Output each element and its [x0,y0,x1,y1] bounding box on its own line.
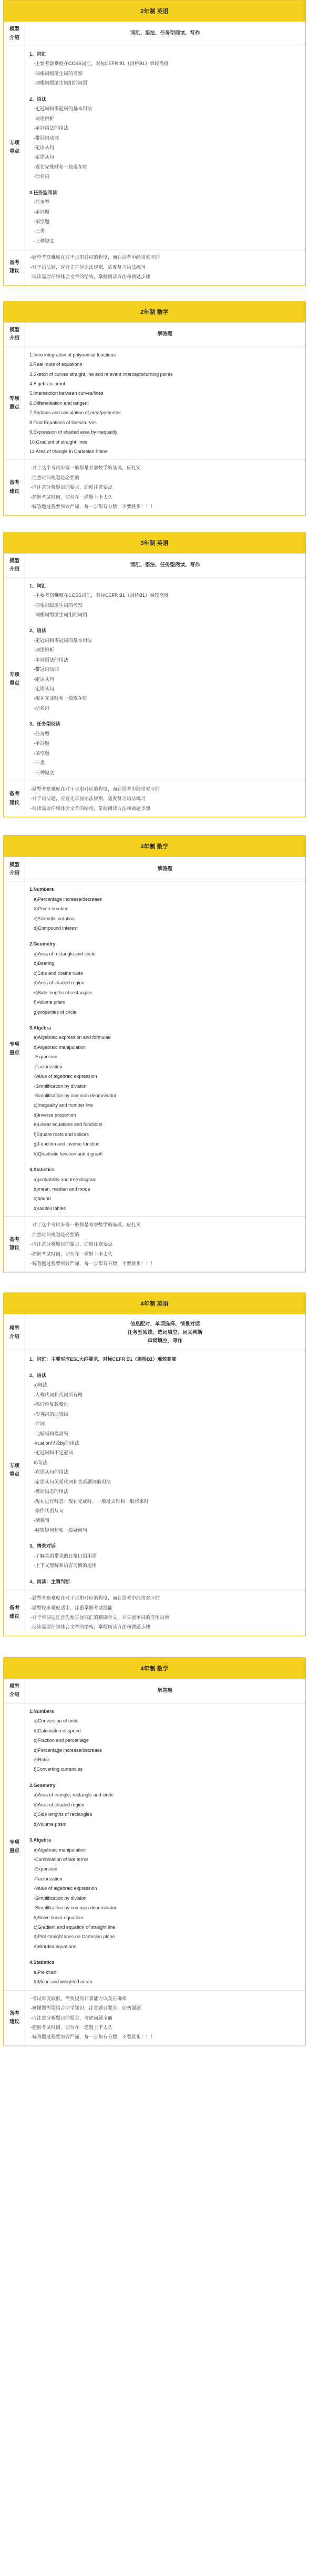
focus-item: -三类 [34,760,45,766]
focus-block [29,939,301,1017]
focus-label: 专项 重点 [4,1351,25,1590]
advice-line: -对于语法题，应首先掌握语法规则，适度复习语法练习 [30,264,146,270]
focus-item: b)句法 [34,1459,48,1465]
focus-block [29,581,301,620]
focus-item: 1.Intro integration of polynomial functions [29,352,116,358]
focus-block [29,626,301,713]
info-table [4,1679,305,2046]
focus-item: -单词语法的用法 [34,657,68,663]
advice-line: -题型较多难度适中，注重掌握考试技能 [30,1605,112,1611]
advice-row [4,1217,305,1272]
intro-label: 模型 介绍 [4,1315,25,1351]
focus-item: c)bound [34,1196,51,1202]
focus-item: f)Square roots and indices [34,1131,89,1137]
focus-item: g)properties of circle [34,1009,77,1015]
section-title: 4年制 英语 [4,1293,305,1314]
focus-row [4,577,305,781]
focus-item: e)Side lengths of rectangles [34,990,92,995]
advice-line: -阅读需要仔细体会文章的结构，掌握阅读方法和做题步骤 [30,805,150,811]
focus-item: e)Worded equations [34,1943,76,1949]
focus-item: a)Pie chart [34,1969,57,1975]
intro-text: 解答题 [25,322,305,346]
focus-item: -人称代词和代词所有格 [34,1392,83,1397]
focus-item: 11.Area of triangle in Cartesian Plane [29,449,108,454]
intro-row [4,1679,305,1703]
focus-item: -Combination of like terms [34,1856,89,1862]
advice-line: -题型考察难度在对于求职对应的程度，而在语考中经常对应的 [30,1595,160,1601]
focus-item: -动名词 [34,174,49,180]
advice-label: 备考 建议 [4,460,25,515]
advice-line: -应注意分析题目的要求，适度注意要点 [30,1242,112,1247]
focus-heading: 3.任务型阅读 [29,190,57,195]
advice-line: -应注意分析题目的要求，适度注意要点 [30,485,112,490]
focus-heading: 1、词汇 [29,583,47,588]
focus-block [29,1371,301,1535]
focus-content [25,577,305,781]
focus-block [29,1354,301,1364]
focus-item: e)Ratio [34,1757,49,1762]
focus-item: b)Algebraic manipulation [34,1044,86,1050]
focus-item: -单词题 [34,741,49,746]
focus-item: -Expansion [34,1866,58,1872]
focus-item: c)Gradient and equation of straight line [34,1925,116,1930]
info-table [4,857,305,1272]
focus-item: -单词语法的用法 [34,125,68,131]
focus-item: -填空题 [34,750,49,756]
focus-item: a)Algebraic manipulation [34,1847,86,1853]
focus-heading: 3.Algebra [29,1025,52,1031]
advice-content [25,1217,305,1272]
focus-row [4,881,305,1217]
focus-item: -填空题 [34,219,49,224]
focus-item: 4.Algebraic proof [29,381,66,386]
focus-heading: 2、语法 [29,96,47,102]
focus-item: -Simplification by common denominator [34,1905,117,1911]
focus-item: b)Solve linear equations [34,1915,85,1920]
section-title: 3年制 数学 [4,836,305,857]
advice-content [25,781,305,816]
advice-label: 备考 建议 [4,781,25,816]
focus-item: -Expansion [34,1054,58,1060]
section-title: 4年制 数学 [4,1658,305,1679]
advice-content [25,460,305,515]
focus-item: -被动语态的用法 [34,1489,68,1495]
focus-item: -in,at,on以及by的用法 [34,1440,80,1446]
focus-item: -主要考察难度在CCSS词汇，对标CEFR B1（剑桥B1）难较高度 [34,61,169,67]
focus-item: -任务型 [34,731,49,737]
advice-label: 备考 建议 [4,249,25,285]
focus-item: -介词 [34,1421,45,1427]
intro-row [4,857,305,881]
focus-content [25,346,305,460]
focus-row [4,346,305,460]
section-title: 3年制 英语 [4,532,305,553]
focus-item: -Factorization [34,1064,63,1069]
focus-block [29,188,301,246]
focus-heading: 2.Geometry [29,941,56,947]
advice-line: -解答题过程要细致严谨，每一步都有分数，不要跳步！！！ [30,1261,155,1266]
focus-item: a)Area of rectangle and circle [34,951,96,956]
focus-row [4,46,305,249]
focus-heading: 1.Numbers [29,1708,54,1714]
focus-item: -Factorization [34,1876,63,1881]
focus-item: -Simplification by division [34,1083,87,1089]
focus-item: g)Function and inverse function [34,1141,100,1147]
advice-label: 备考 建议 [4,1990,25,2045]
advice-label: 备考 建议 [4,1217,25,1272]
focus-block [29,1541,301,1570]
focus-item: -形容词的比较级 [34,1411,68,1417]
focus-item: -宾语从句的用法 [34,1469,68,1475]
section-title: 2年制 数学 [4,301,305,322]
focus-item: c)Side lengths of rectangles [34,1812,92,1817]
section-title: 2年制 英语 [4,1,305,22]
intro-row [4,553,305,577]
advice-row [4,781,305,816]
focus-item: 10.Gradient of straight lines [29,439,88,445]
intro-text: 词汇、语法、任务型阅读、写作 [25,553,305,577]
focus-item: -上下文理解和语言习惯的运用 [34,1563,97,1569]
focus-block [29,1781,301,1829]
intro-label: 模型 介绍 [4,322,25,346]
focus-item: c)Scientific notation [34,916,75,921]
focus-item: c)Inequality and number line [34,1102,94,1108]
focus-item: -Value of algebraic expression [34,1074,97,1079]
section-card [3,1292,306,1636]
focus-heading: 2、语法 [29,1372,47,1378]
focus-item: b)Prime number [34,906,68,912]
focus-item: 7.Radians and calculation of area/perimeter [29,410,121,416]
advice-line: -对于语法题，应首先掌握语法规则，适度复习语法练习 [30,796,146,802]
intro-row [4,1315,305,1351]
focus-item: b)Mean and weighted mean [34,1979,92,1985]
intro-text: 词汇、语法、任务型阅读、写作 [25,22,305,46]
focus-item: -现在完成时和一般现在时 [34,164,87,170]
focus-label: 专项 重点 [4,346,25,460]
focus-block [29,94,301,182]
focus-item: -主要考察难度在CCSS词汇，对标CEFR B1（剑桥B1）难较高度 [34,593,169,598]
advice-line: -对于单词记忆首先要掌握词汇的精确含义，并掌握单词的应用语境 [30,1614,169,1620]
focus-content [25,881,305,1217]
focus-item: -三类 [34,228,45,234]
focus-block [29,719,301,777]
advice-line: -题型考察难度在对于求职对应的程度，而在语考中经常对应的 [30,255,160,260]
intro-row [4,22,305,46]
section-card [3,0,306,286]
focus-item: -了解英语常见的日常口语用语 [34,1553,97,1559]
advice-line: -画图题需要结合所学知识，注意题目要求，切勿漏题 [30,2005,141,2011]
advice-row [4,1990,305,2045]
focus-item: -定语从句 [34,676,54,682]
intro-label: 模型 介绍 [4,22,25,46]
focus-heading: 4.Statistics [29,1960,55,1965]
advice-content [25,1990,305,2045]
advice-row [4,1590,305,1636]
focus-row [4,1351,305,1590]
intro-text-line: 信息配对、单项选择、情景对话 [130,1321,200,1327]
focus-item: a)词法 [34,1382,48,1388]
focus-item: -词根词缀派生词的考察 [34,70,83,76]
focus-heading: 3.Algebra [29,1837,52,1843]
section-card [3,1657,306,2046]
focus-label: 专项 重点 [4,1703,25,1990]
advice-line: -解答题过程要细致严谨，每一步都有分数，不要跳步！！！ [30,504,155,510]
focus-block [29,885,301,933]
focus-item: -比较级和最高级 [34,1431,68,1436]
focus-heading: 4.Statistics [29,1167,55,1173]
intro-text-line: 任务型阅读、选词填空、词义判断 [127,1329,203,1336]
advice-line: -注意时间规划是必要的 [30,1232,79,1237]
focus-item: d)Area of shaded region [34,980,85,986]
focus-item: -定语从句 [34,144,54,150]
focus-row [4,1703,305,1990]
intro-label: 模型 介绍 [4,857,25,881]
intro-text-line: 单词填空、写作 [147,1338,183,1344]
focus-item: b)Bearing [34,961,55,966]
focus-item: -现在进行时态：现在完成时、一般过去时和一般将来时 [34,1498,149,1504]
focus-item: d)Percentage increase/decrease [34,1747,102,1753]
advice-line: -把握考试时间，切勿在一道题上卡太久 [30,1251,112,1257]
focus-heading: 2、语法 [29,628,47,634]
focus-item: d)Volume prism [34,1821,67,1827]
focus-heading: 1、词汇 [29,51,47,57]
advice-line: -考试难度较低，需要提高计算能力以及正确率 [30,1995,127,2001]
focus-item: -定冠词和零冠词的基本用法 [34,637,92,643]
focus-heading: 3、情景对话 [29,1543,56,1549]
advice-content [25,1590,305,1636]
focus-item: -带冠词动词 [34,667,59,672]
focus-block [29,1707,301,1774]
focus-heading: 1.Numbers [29,887,54,892]
focus-item: -Value of algebraic expression [34,1886,97,1891]
intro-text: 解答题 [25,1679,305,1703]
focus-item: a)Algebraic expression and formulae [34,1035,111,1040]
focus-item: -名词单复数变化 [34,1402,68,1407]
advice-line: -对于这个考试来说一般都是考察数学的基础，应扎实 [30,465,141,471]
focus-item: -定语从句 [34,686,54,691]
focus-label: 专项 重点 [4,881,25,1217]
info-table [4,322,305,516]
advice-line: -注意时间规划是必要的 [30,475,79,480]
focus-item: -词语辨析 [34,647,54,653]
focus-item: a)Percentage increase/decrease [34,896,102,902]
advice-row [4,460,305,515]
focus-item: -Simplification by common denominator [34,1093,117,1098]
focus-heading: 3、任务型阅读 [29,721,61,727]
advice-line: -解答题过程要细致严谨，每一步都有分数，不要跳步！！！ [30,2034,155,2040]
advice-line: -题型考察难度在对于求职对应的程度，而在语考中经常对应的 [30,786,160,792]
focus-item: -Simplification by division [34,1895,87,1901]
info-table [4,1314,305,1635]
focus-item: -词根词缀派生词组的词语 [34,80,87,86]
focus-label: 专项 重点 [4,577,25,781]
focus-item: b)Area of shaded region [34,1802,85,1807]
intro-row [4,322,305,346]
focus-content [25,46,305,249]
focus-item: -词语辨析 [34,115,54,121]
focus-item: a)Area of triangle, rectangle and circle [34,1792,114,1798]
focus-item: d)rainfall tables [34,1205,66,1211]
focus-item: d)Compound interest [34,926,78,931]
focus-item: a)probability and tree diagram [34,1176,97,1182]
focus-item: b)mean, median and mode [34,1186,90,1192]
focus-item: d)Inverse proportion [34,1112,76,1118]
advice-line: -应注意分析题目的要求，考虑问题全面 [30,2015,112,2021]
focus-heading: 1、词汇：主要对应ESL大纲要求，对标CEFR B1（剑桥B1）难较高度 [29,1357,177,1362]
focus-item: -特殊疑问句和一般疑问句 [34,1527,87,1533]
focus-label: 专项 重点 [4,46,25,249]
focus-block [29,49,301,88]
focus-block [29,1835,301,1951]
advice-label: 备考 建议 [4,1590,25,1636]
section-card [3,835,306,1273]
focus-item: -现在完成时和一般现在时 [34,696,87,701]
intro-label: 模型 介绍 [4,1679,25,1703]
section-card [3,301,306,516]
focus-item: 2.Real roots of equations [29,362,83,367]
focus-item: d)Plot straight lines on Cartesian plane [34,1934,115,1940]
focus-item: -定语从句 [34,154,54,160]
focus-item: c)Sine and cosine rules [34,970,83,976]
focus-item: -带冠词动词 [34,135,59,141]
focus-content [25,1703,305,1990]
focus-item: 3.Sketch of curves straight line and relevant intercepts/turning points [29,371,173,377]
advice-line: -阅读需要仔细体会文章的结构，掌握阅读方法和做题步骤 [30,274,150,280]
focus-item: 9.Expression of shaded area by inequality [29,429,118,435]
focus-item: b)Calculation of speed [34,1728,81,1733]
intro-label: 模型 介绍 [4,553,25,577]
focus-item: -单词题 [34,209,49,215]
focus-item: -倒装句 [34,1518,49,1523]
focus-item: -词根词缀派生词组的词语 [34,612,87,617]
section-card [3,532,306,818]
advice-line: -把握考试时间，切勿在一道题上卡太久 [30,2024,112,2030]
focus-heading: 2.Geometry [29,1782,56,1788]
focus-item: h)Quadratic function and it graph [34,1151,103,1156]
focus-content [25,1351,305,1590]
focus-item: -词根词缀派生词的考察 [34,602,83,608]
advice-line: -对于这个考试来说一般都是考察数学的基础，应扎实 [30,1222,141,1228]
focus-item: -条件状语从句 [34,1508,64,1513]
advice-line: -阅读需要仔细体会文章的结构，掌握阅读方法和做题步骤 [30,1624,150,1630]
focus-item: f)Volume prism [34,1000,66,1005]
advice-content [25,249,305,285]
advice-row [4,249,305,285]
focus-item: -三种短文 [34,238,54,244]
info-table [4,553,305,817]
focus-item: -任务型 [34,199,49,205]
focus-item: e)Linear equations and functions [34,1122,102,1128]
focus-block [29,1958,301,1986]
focus-item: -三种短文 [34,770,54,775]
focus-block [29,350,301,457]
focus-block [29,1023,301,1159]
focus-item: -定语从句关系代词和关系副词的用法 [34,1479,111,1485]
advice-line: -把握考试时间，切勿在一道题上卡太久 [30,494,112,500]
focus-item: f)Converting currencies [34,1767,83,1772]
focus-block [29,1577,301,1586]
focus-item: 5.Intersection between curves/lines [29,391,104,396]
focus-item: a)Conversion of units [34,1718,79,1724]
info-table [4,22,305,286]
focus-heading: 4、阅读：主谓判断 [29,1579,70,1584]
focus-item: -定冠词和零冠词的基本用法 [34,106,92,112]
intro-text [25,1315,305,1351]
focus-item: 8.Find Equations of lines/curves [29,419,97,425]
focus-block [29,1165,301,1213]
focus-item: -动名词 [34,705,49,711]
focus-item: -定冠词和不定冠词 [34,1450,73,1456]
intro-text: 解答题 [25,857,305,881]
focus-item: c)Fraction and percentage [34,1738,89,1743]
focus-item: 6.Differentiation and tangent [29,400,89,406]
